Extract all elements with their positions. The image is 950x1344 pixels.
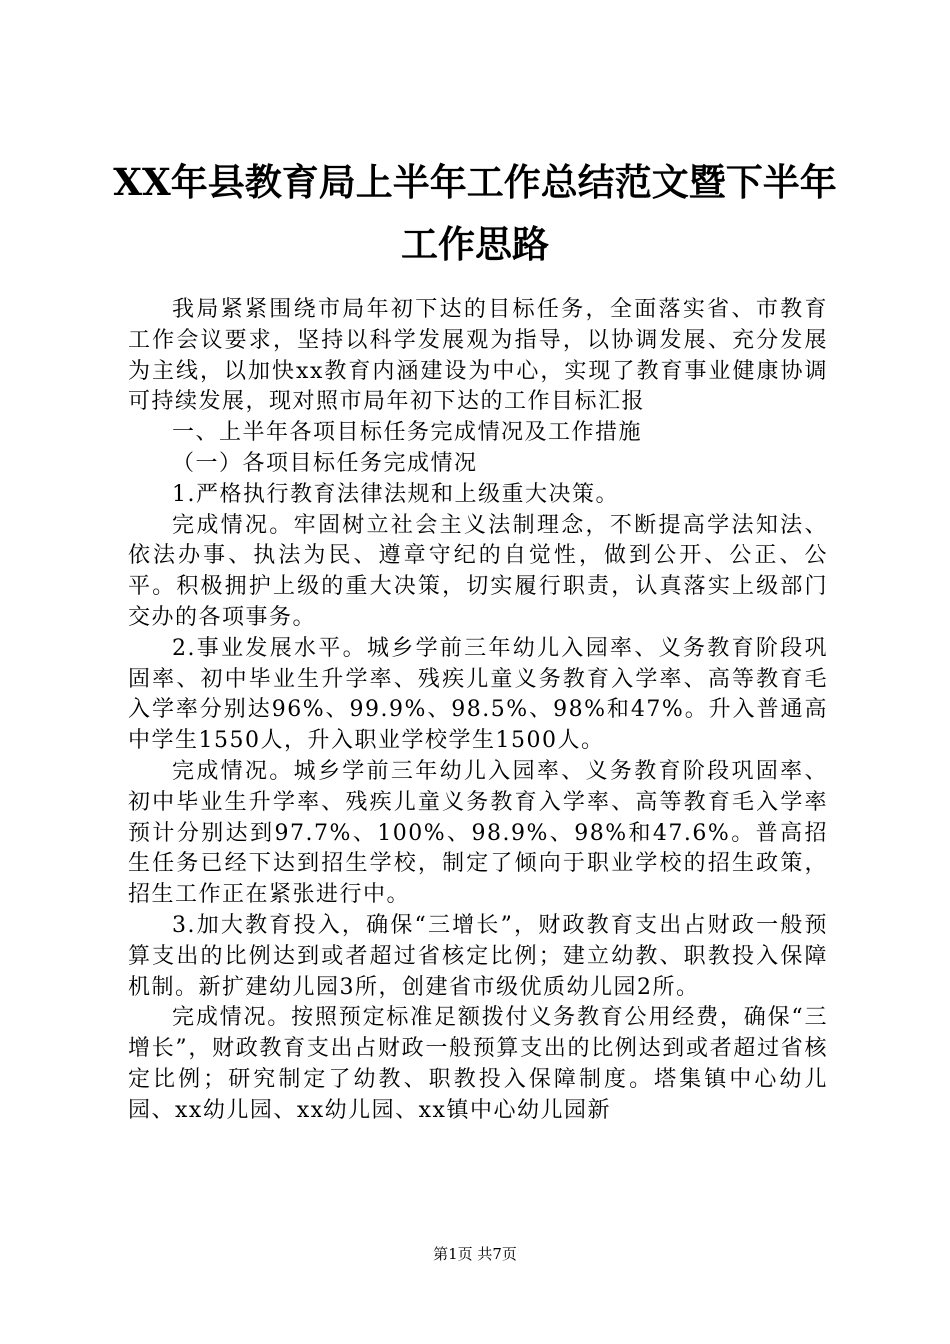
paragraph-intro: 我局紧紧围绕市局年初下达的目标任务，全面落实省、市教育工作会议要求，坚持以科学发展观为指导，以协调发展、充分发展为主线，以加快xx教育内涵建设为中心，实现了教育事业健康协调可持续发展，现对照市局年初下达的工作目标汇报 xyxy=(128,297,828,415)
section-heading-1: 一、上半年各项目标任务完成情况及工作措施 xyxy=(172,420,643,446)
page-footer: 第1页 共7页 xyxy=(433,1245,517,1263)
item-1-heading: 1.严格执行教育法律法规和上级重大决策。 xyxy=(172,481,619,507)
item-2-heading: 2.事业发展水平。城乡学前三年幼儿入园率、义务教育阶段巩固率、初中毕业生升学率、残疾儿童义务教育入学率、高等教育毛入学率分别达96%、99.9%、98.5%、98%和47%。升入普通高中学生1550人，升入职业学校学生1500人。 xyxy=(128,635,828,754)
item-3-status: 完成情况。按照预定标准足额拨付义务教育公用经费，确保“三增长”，财政教育支出占财政一般预算支出的比例达到或者超过省核定比例；研究制定了幼教、职教投入保障制度。塔集镇中心幼儿园、xx幼儿园、xx幼儿园、xx镇中心幼儿园新 xyxy=(128,1005,828,1123)
document-title-line-2: 工作思路 xyxy=(401,222,549,266)
item-3-heading: 3.加大教育投入，确保“三增长”，财政教育支出占财政一般预算支出的比例达到或者超过省核定比例；建立幼教、职教投入保障机制。新扩建幼儿园3所，创建省市级优质幼儿园2所。 xyxy=(128,912,828,1000)
document-body xyxy=(128,295,828,1127)
item-2-status: 完成情况。城乡学前三年幼儿入园率、义务教育阶段巩固率、初中毕业生升学率、残疾儿童义务教育入学率、高等教育毛入学率预计分别达到97.7%、100%、98.9%、98%和47.6%。普高招生任务已经下达到招生学校，制定了倾向于职业学校的招生政策，招生工作正在紧张进行中。 xyxy=(128,758,828,908)
document-title-line-1: XX年县教育局上半年工作总结范文暨下半年 xyxy=(113,160,837,204)
item-1-status: 完成情况。牢固树立社会主义法制理念，不断提高学法知法、依法办事、执法为民、遵章守纪的自觉性，做到公开、公正、公平。积极拥护上级的重大决策，切实履行职责，认真落实上级部门交办的各项事务。 xyxy=(128,512,828,630)
subsection-heading-1: （一）各项目标任务完成情况 xyxy=(172,450,478,476)
